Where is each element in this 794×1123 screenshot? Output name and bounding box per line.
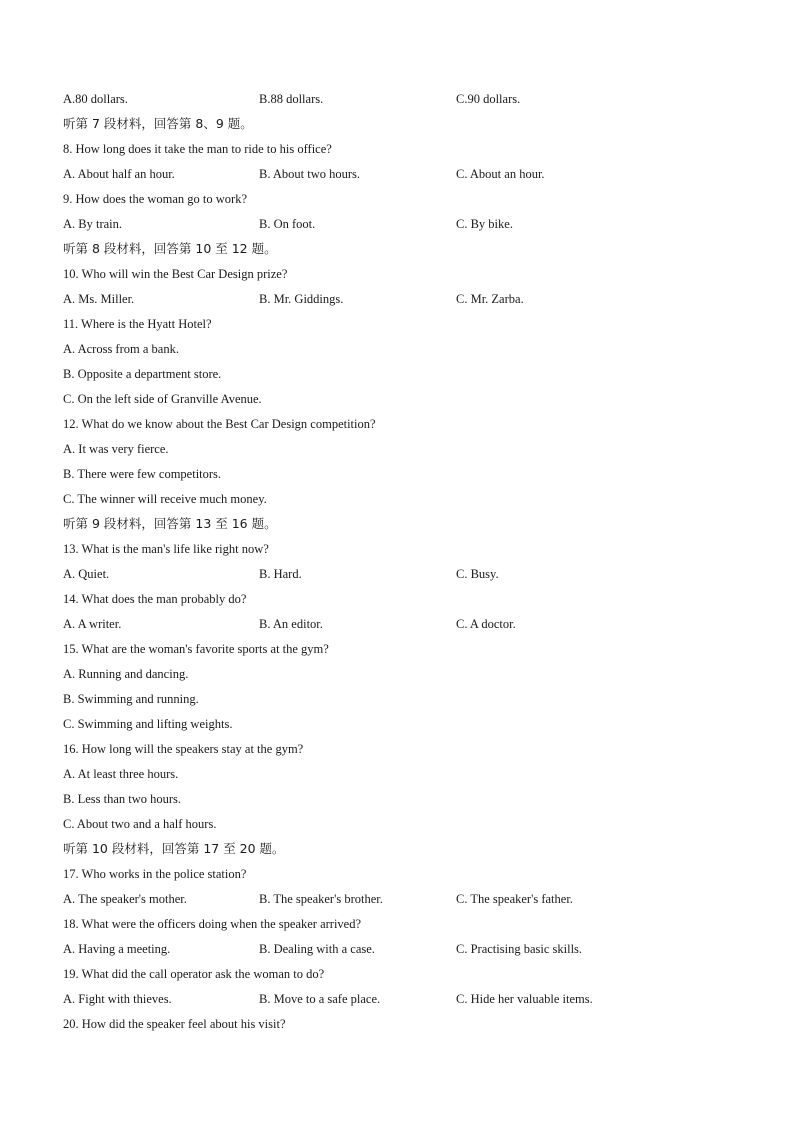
section-instruction: 听第 9 段材料，回答第 13 至 16 题。	[63, 516, 277, 531]
option-a: A. The speaker's mother.	[63, 892, 187, 906]
option-b: B. The speaker's brother.	[259, 892, 383, 906]
question: 15. What are the woman's favorite sports at the gym?	[63, 642, 329, 656]
option-row	[63, 564, 743, 589]
question: 12. What do we know about the Best Car Design competition?	[63, 417, 376, 431]
question: 11. Where is the Hyatt Hotel?	[63, 317, 212, 331]
option-a: A. Quiet.	[63, 567, 110, 581]
option-c: C. About an hour.	[456, 167, 545, 181]
answer-option: A. At least three hours.	[63, 767, 179, 781]
option-row	[63, 614, 743, 639]
option-b: B. Mr. Giddings.	[259, 292, 344, 306]
answer-option: A. It was very fierce.	[63, 442, 169, 456]
option-a: A. Fight with thieves.	[63, 992, 172, 1006]
option-b: B. Dealing with a case.	[259, 942, 375, 956]
option-a: A. By train.	[63, 217, 123, 231]
option-b: B. About two hours.	[259, 167, 361, 181]
option-c: C. By bike.	[456, 217, 513, 231]
option-c: C. A doctor.	[456, 617, 516, 631]
option-row	[63, 889, 743, 914]
question: 19. What did the call operator ask the woman to do?	[63, 967, 325, 981]
option-row	[63, 289, 743, 314]
answer-option: C. On the left side of Granville Avenue.	[63, 392, 262, 406]
option-b: B. On foot.	[259, 217, 316, 231]
answer-option: C. Swimming and lifting weights.	[63, 717, 233, 731]
answer-option: C. The winner will receive much money.	[63, 492, 267, 506]
option-row	[63, 89, 743, 114]
option-c: C. Practising basic skills.	[456, 942, 583, 956]
option-c: C. Busy.	[456, 567, 499, 581]
option-a: A. Having a meeting.	[63, 942, 171, 956]
option-row	[63, 164, 743, 189]
question: 17. Who works in the police station?	[63, 867, 247, 881]
option-c: C. Mr. Zarba.	[456, 292, 524, 306]
answer-option: A. Across from a bank.	[63, 342, 179, 356]
option-row	[63, 939, 743, 964]
option-b: B. Move to a safe place.	[259, 992, 381, 1006]
answer-option: A. Running and dancing.	[63, 667, 189, 681]
option-b: B.88 dollars.	[259, 92, 324, 106]
exam-content	[63, 89, 743, 1039]
answer-option: B. Less than two hours.	[63, 792, 182, 806]
question: 9. How does the woman go to work?	[63, 192, 247, 206]
question: 20. How did the speaker feel about his visit?	[63, 1017, 286, 1031]
option-c: C. Hide her valuable items.	[456, 992, 593, 1006]
option-b: B. Hard.	[259, 567, 302, 581]
option-a: A. Ms. Miller.	[63, 292, 135, 306]
question: 14. What does the man probably do?	[63, 592, 247, 606]
question: 10. Who will win the Best Car Design prize?	[63, 267, 288, 281]
section-instruction: 听第 8 段材料，回答第 10 至 12 题。	[63, 241, 277, 256]
question: 18. What were the officers doing when the speaker arrived?	[63, 917, 362, 931]
option-row	[63, 214, 743, 239]
option-c: C. The speaker's father.	[456, 892, 573, 906]
option-a: A. A writer.	[63, 617, 122, 631]
answer-option: C. About two and a half hours.	[63, 817, 217, 831]
section-instruction: 听第 7 段材料，回答第 8、9 题。	[63, 116, 253, 131]
question: 16. How long will the speakers stay at the gym?	[63, 742, 304, 756]
option-row	[63, 989, 743, 1014]
question: 8. How long does it take the man to ride to his office?	[63, 142, 332, 156]
option-a: A. About half an hour.	[63, 167, 175, 181]
option-b: B. An editor.	[259, 617, 323, 631]
section-instruction: 听第 10 段材料，回答第 17 至 20 题。	[63, 841, 285, 856]
answer-option: B. Opposite a department store.	[63, 367, 222, 381]
question: 13. What is the man's life like right now?	[63, 542, 269, 556]
answer-option: B. There were few competitors.	[63, 467, 222, 481]
answer-option: B. Swimming and running.	[63, 692, 199, 706]
option-c: C.90 dollars.	[456, 92, 521, 106]
option-a: A.80 dollars.	[63, 92, 128, 106]
